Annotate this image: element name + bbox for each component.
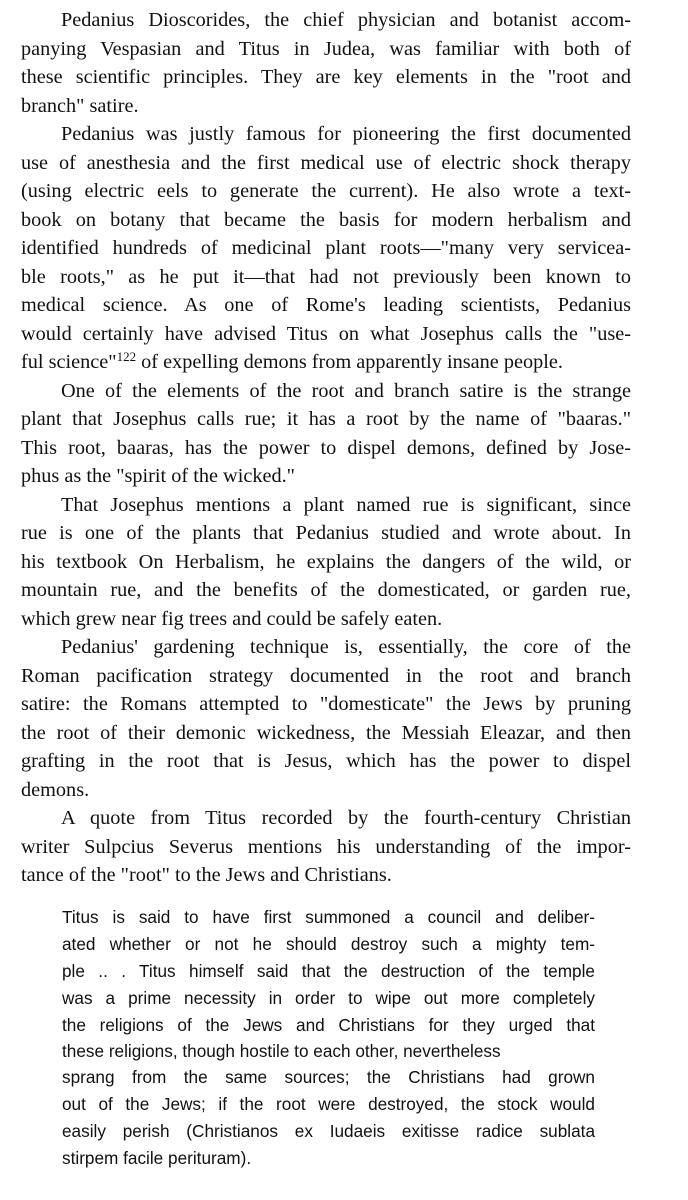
text-segment: ful science" (21, 351, 117, 373)
text-line: One of the elements of the root and branch satire is the strange (61, 379, 631, 402)
quote-line: ated whether or not he should destroy such a mighty tem- (62, 934, 595, 954)
text-line: identified hundreds of medicinal plant roots—"many very servicea- (21, 237, 631, 259)
quote-line: sprang from the same sources; the Christians had grown (62, 1067, 595, 1087)
text-line: writer Sulpcius Severus mentions his understanding of the impor- (21, 835, 631, 858)
text-line: these scientific principles. They are key elements in the "root and (21, 66, 631, 88)
footnote-reference[interactable]: 122 (116, 349, 137, 364)
paragraph (21, 633, 631, 804)
text-line: demons. (21, 778, 90, 801)
text-line: A quote from Titus recorded by the fourth-century Christian (61, 807, 631, 829)
block-quote (62, 904, 595, 1172)
text-line: ble roots," as he put it—that had not previously been known to (21, 265, 631, 288)
paragraph (21, 6, 631, 120)
text-line: the root of their demonic wickedness, the Messiah Eleazar, and then (21, 721, 631, 744)
quote-line: stirpem facile perituram). (62, 1148, 252, 1168)
text-line: Pedanius' gardening technique is, essentially, the core of the (61, 636, 631, 658)
quote-line: out of the Jews; if the root were destroyed, the stock would (62, 1094, 595, 1114)
text-line: his textbook On Herbalism, he explains the dangers of the wild, or (21, 550, 631, 573)
text-line: plant that Josephus calls rue; it has a root by the name of "baaras." (21, 408, 631, 430)
document-body (21, 6, 631, 890)
text-line: Pedanius was justly famous for pioneering the first documented (61, 123, 631, 145)
text-line: book on botany that became the basis for modern herbalism and (21, 208, 631, 231)
text-line: would certainly have advised Titus on what Josephus calls the "use- (21, 322, 631, 345)
text-line: use of anesthesia and the first medical use of electric shock therapy (21, 151, 631, 174)
paragraph (21, 377, 631, 491)
text-line: This root, baaras, has the power to dispel demons, defined by Jose- (21, 436, 631, 459)
text-line: phus as the "spirit of the wicked." (21, 465, 295, 487)
text-line: mountain rue, and the benefits of the domesticated, or garden rue, (21, 579, 631, 601)
quote-line: the religions of the Jews and Christians for they urged that (62, 1015, 595, 1035)
paragraph (21, 491, 631, 634)
text-line-with-footnote (21, 348, 631, 377)
text-line: panying Vespasian and Titus in Judea, was familiar with both of (21, 37, 631, 60)
text-line: Roman pacification strategy documented in the root and branch (21, 664, 631, 687)
text-line: satire: the Romans attempted to "domesticate" the Jews by pruning (21, 693, 631, 715)
quote-line: these religions, though hostile to each other, nevertheless (62, 1041, 501, 1061)
text-segment: of expelling demons from apparently insane people. (136, 351, 563, 373)
quote-line: ple .. . Titus himself said that the destruction of the temple (62, 961, 595, 981)
quote-line: easily perish (Christianos ex Iudaeis exitisse radice sublata (62, 1121, 595, 1141)
text-line: grafting in the root that is Jesus, which has the power to dispel (21, 750, 631, 772)
text-line: medical science. As one of Rome's leading scientists, Pedanius (21, 294, 631, 316)
paragraph (21, 120, 631, 377)
quote-line: Titus is said to have first summoned a council and deliber- (62, 907, 595, 927)
text-line: Pedanius Dioscorides, the chief physician and botanist accom- (61, 9, 631, 31)
paragraph (21, 804, 631, 890)
text-line: tance of the "root" to the Jews and Christians. (21, 864, 392, 886)
text-line: which grew near fig trees and could be safely eaten. (21, 607, 443, 630)
quote-line: was a prime necessity in order to wipe out more completely (62, 988, 595, 1008)
text-line: branch" satire. (21, 94, 139, 117)
text-line: rue is one of the plants that Pedanius studied and wrote about. In (21, 522, 631, 544)
text-line: (using electric eels to generate the current). He also wrote a text- (21, 180, 631, 202)
text-line: That Josephus mentions a plant named rue is significant, since (61, 493, 631, 516)
